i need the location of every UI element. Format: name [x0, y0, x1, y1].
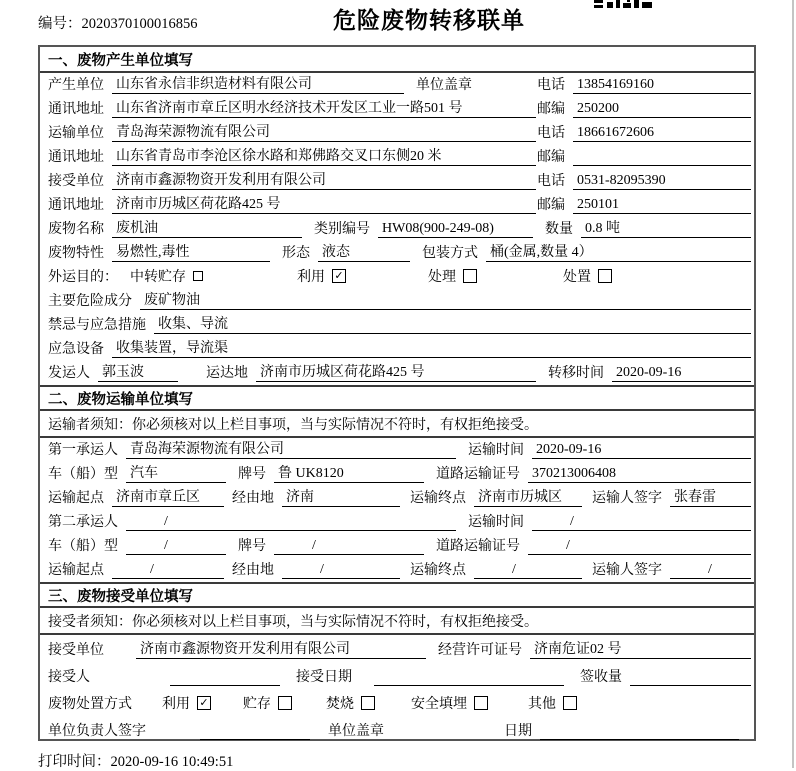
purpose-option-treat [428, 266, 477, 286]
form-row-producer [40, 73, 754, 97]
taboo-label: 禁忌与应急措施 [48, 318, 146, 333]
form-row-carrier2-route [40, 558, 754, 582]
carrier1-license-value: 370213006408 [528, 466, 751, 483]
form-row-purpose [40, 265, 754, 289]
disposal-option-other [528, 693, 577, 713]
section-2-header [40, 385, 754, 411]
form-row-carrier1-route [40, 486, 754, 510]
form-row-disposal [40, 689, 754, 716]
transporter-sign-label: 运输人签字 [592, 563, 662, 578]
waste-name-label: 废物名称 [48, 222, 104, 237]
receive-date-label: 接受日期 [296, 670, 352, 685]
unit-seal-label: 单位盖章 [416, 78, 472, 93]
producer-phone-value: 13854169160 [573, 77, 751, 94]
section-1-title: 一、废物产生单位填写 [48, 52, 193, 69]
print-time-label: 打印时间： [38, 754, 111, 770]
form-row-carrier1-vehicle [40, 462, 754, 486]
qr-code-fragment [594, 0, 654, 10]
checkbox-disposal-store [278, 696, 292, 710]
shipper-value: 郭玉波 [98, 361, 178, 382]
carrier2-license-value: / [528, 538, 751, 555]
form-row-carrier2-vehicle [40, 534, 754, 558]
vehicle-type-label: 车（船）型 [48, 539, 118, 554]
carrier2-origin-value: / [112, 562, 224, 579]
receive-date-value [374, 685, 564, 686]
manifest-form [38, 45, 756, 741]
packing-label: 包装方式 [422, 246, 478, 261]
purpose-option-dispose [563, 266, 612, 286]
transport-time-label: 运输时间 [468, 443, 524, 458]
equipment-value: 收集装置，导流渠 [112, 337, 751, 358]
option-label: 贮存 [243, 697, 271, 712]
sign-date-label: 日期 [504, 724, 532, 739]
producer-address-value: 山东省济南市章丘区明水经济技术开发区工业一路501 号 [112, 97, 536, 118]
phone-label: 电话 [537, 78, 565, 93]
section-3-header [40, 582, 754, 608]
receiver-unit-value: 济南市鑫源物资开发利用有限公司 [112, 169, 536, 190]
form-row-carrier2 [40, 510, 754, 534]
form-row-hazard [40, 289, 754, 313]
signed-amount-value [630, 685, 751, 686]
receiver-notice: 接受者须知：你必须核对以上栏目事项，当与实际情况不符时，有权拒绝接受。 [40, 608, 754, 635]
page-edge-line [792, 0, 794, 768]
carrier1-sign-value: 张春雷 [670, 486, 751, 507]
carrier1-value: 青岛海荣源物流有限公司 [126, 438, 456, 459]
phone-label: 电话 [537, 174, 565, 189]
section-1-header [40, 47, 754, 73]
road-license-label: 道路运输证号 [436, 467, 520, 482]
carrier2-plate-value: / [274, 538, 424, 555]
form-row-waste-trait [40, 241, 754, 265]
option-label: 处置 [563, 270, 591, 285]
address-label: 通讯地址 [48, 198, 104, 213]
plate-label: 牌号 [238, 467, 266, 482]
recipient-label: 接受人 [48, 670, 90, 685]
category-code-value: HW08(900-249-08) [378, 221, 533, 238]
checkbox-disposal-utilize: ✓ [197, 696, 211, 710]
plate-label: 牌号 [238, 539, 266, 554]
disposal-method-label: 废物处置方式 [48, 697, 132, 712]
option-label: 处理 [428, 270, 456, 285]
transporter-zip-value [573, 165, 751, 166]
purpose-label: 外运目的： [48, 270, 118, 285]
head-sign-label: 单位负责人签字 [48, 724, 146, 739]
receiver-unit-label: 接受单位 [48, 174, 104, 189]
carrier1-plate-value: 鲁 UK8120 [274, 462, 424, 483]
form-row-transporter [40, 121, 754, 145]
recipient-value [170, 685, 280, 686]
disposal-option-landfill [411, 693, 488, 713]
terminus-label: 运输终点 [410, 491, 466, 506]
waste-name-value: 废机油 [112, 217, 302, 238]
transfer-time-value: 2020-09-16 [612, 365, 751, 382]
terminus-label: 运输终点 [410, 563, 466, 578]
option-label: 利用 [162, 697, 190, 712]
phone-label: 电话 [537, 126, 565, 141]
transporter-notice: 运输者须知：你必须核对以上栏目事项，当与实际情况不符时，有权拒绝接受。 [40, 411, 754, 438]
option-label: 焚烧 [326, 697, 354, 712]
checkbox-disposal-incinerate [361, 696, 375, 710]
checkbox-treat [463, 269, 477, 283]
carrier2-label: 第二承运人 [48, 515, 118, 530]
transporter-unit-value: 青岛海荣源物流有限公司 [112, 121, 536, 142]
purpose-option-transfer-storage [130, 266, 203, 286]
address-label: 通讯地址 [48, 150, 104, 165]
transporter-unit-label: 运输单位 [48, 126, 104, 141]
print-time-value: 2020-09-16 10:49:51 [110, 754, 234, 770]
transporter-address-value: 山东省青岛市李沧区徐水路和郑佛路交叉口东侧20 米 [112, 145, 536, 166]
producer-unit-label: 产生单位 [48, 78, 104, 93]
carrier1-vehicle-value: 汽车 [126, 462, 226, 483]
form-row-producer-address [40, 97, 754, 121]
doc-number [38, 12, 198, 33]
unit-seal-label: 单位盖章 [328, 724, 384, 739]
form-state-label: 形态 [282, 246, 310, 261]
disposal-option-utilize [162, 693, 211, 713]
transporter-phone-value: 18661672606 [573, 125, 751, 142]
carrier2-vehicle-value: / [126, 538, 226, 555]
carrier1-time-value: 2020-09-16 [532, 442, 751, 459]
transporter-sign-label: 运输人签字 [592, 491, 662, 506]
zip-label: 邮编 [537, 102, 565, 117]
waste-trait-value: 易燃性,毒性 [112, 241, 270, 262]
carrier2-sign-value: / [670, 562, 751, 579]
form-row-receiver-address [40, 193, 754, 217]
shipper-label: 发运人 [48, 366, 90, 381]
carrier2-time-value: / [532, 514, 751, 531]
form-row-carrier1 [40, 438, 754, 462]
address-label: 通讯地址 [48, 102, 104, 117]
category-code-label: 类别编号 [314, 222, 370, 237]
receive-unit-label: 接受单位 [48, 643, 104, 658]
form-row-taboo [40, 313, 754, 337]
road-license-label: 道路运输证号 [436, 539, 520, 554]
option-label: 其他 [528, 697, 556, 712]
form-row-head-sign [40, 716, 754, 743]
hazard-label: 主要危险成分 [48, 294, 132, 309]
disposal-option-incinerate [326, 693, 375, 713]
producer-unit-value: 山东省永信非织造材料有限公司 [112, 73, 404, 94]
form-row-receive-unit [40, 635, 754, 662]
waste-trait-label: 废物特性 [48, 246, 104, 261]
quantity-label: 数量 [545, 222, 573, 237]
checkbox-dispose [598, 269, 612, 283]
head-sign-value [200, 739, 310, 740]
origin-label: 运输起点 [48, 491, 104, 506]
carrier2-value: / [126, 514, 456, 531]
disposal-option-store [243, 693, 292, 713]
zip-label: 邮编 [537, 150, 565, 165]
business-license-label: 经营许可证号 [438, 643, 522, 658]
origin-label: 运输起点 [48, 563, 104, 578]
receiver-zip-value: 250101 [573, 197, 751, 214]
form-row-receiver [40, 169, 754, 193]
transfer-time-label: 转移时间 [548, 366, 604, 381]
section-3-title: 三、废物接受单位填写 [48, 588, 193, 605]
checkbox-utilize: ✓ [332, 269, 346, 283]
producer-zip-value: 250200 [573, 101, 751, 118]
option-label: 中转贮存 [130, 270, 186, 285]
destination-label: 运达地 [206, 366, 248, 381]
page-title: 危险废物转移联单 [333, 8, 525, 33]
carrier2-terminus-value: / [474, 562, 582, 579]
form-row-equipment [40, 337, 754, 361]
hazard-value: 废矿物油 [140, 289, 751, 310]
via-label: 经由地 [232, 563, 274, 578]
carrier1-via-value: 济南 [282, 486, 400, 507]
sign-date-value [540, 739, 739, 740]
signed-amount-label: 签收量 [580, 670, 622, 685]
business-license-value: 济南危证02 号 [530, 638, 751, 659]
checkbox-disposal-other [563, 696, 577, 710]
option-label: 利用 [297, 270, 325, 285]
form-row-waste-name [40, 217, 754, 241]
carrier1-terminus-value: 济南市历城区 [474, 486, 582, 507]
quantity-value: 0.8 吨 [581, 217, 751, 238]
form-row-shipper [40, 361, 754, 385]
doc-number-label: 编号： [38, 16, 82, 32]
taboo-value: 收集、导流 [154, 313, 751, 334]
form-row-transporter-address [40, 145, 754, 169]
purpose-option-utilize [297, 266, 346, 286]
via-label: 经由地 [232, 491, 274, 506]
checkbox-disposal-landfill [474, 696, 488, 710]
transport-time-label: 运输时间 [468, 515, 524, 530]
vehicle-type-label: 车（船）型 [48, 467, 118, 482]
form-state-value: 液态 [318, 241, 410, 262]
equipment-label: 应急设备 [48, 342, 104, 357]
packing-value: 桶(金属,数量 4） [486, 241, 751, 262]
receive-unit-value: 济南市鑫源物资开发利用有限公司 [136, 638, 426, 659]
carrier1-label: 第一承运人 [48, 443, 118, 458]
receiver-address-value: 济南市历城区荷花路425 号 [112, 193, 536, 214]
section-2-title: 二、废物运输单位填写 [48, 391, 193, 408]
zip-label: 邮编 [537, 198, 565, 213]
doc-number-value: 2020370100016856 [81, 16, 198, 32]
form-row-recipient [40, 662, 754, 689]
carrier2-via-value: / [282, 562, 400, 579]
carrier1-origin-value: 济南市章丘区 [112, 486, 224, 507]
checkbox-transfer-storage [193, 271, 203, 281]
option-label: 安全填埋 [411, 697, 467, 712]
destination-value: 济南市历城区荷花路425 号 [256, 361, 536, 382]
receiver-phone-value: 0531-82095390 [573, 173, 751, 190]
